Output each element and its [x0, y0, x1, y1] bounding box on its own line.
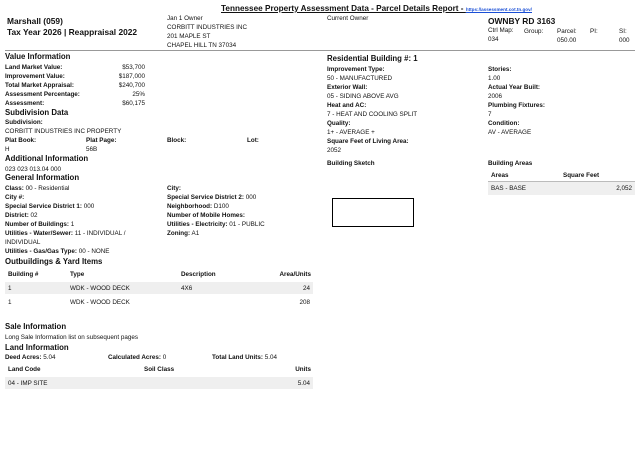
owner-address-2: CHAPEL HILL TN 37034 — [167, 42, 237, 49]
plat-page-value: 56B — [86, 146, 98, 153]
owner-address-1: 201 MAPLE ST — [167, 33, 211, 40]
block-label: Block: — [167, 137, 187, 144]
zoning-field: Zoning: A1 — [167, 230, 200, 237]
outbuildings-col-area: Area/Units — [279, 271, 311, 278]
outbuilding-area: 208 — [299, 299, 310, 306]
area-sqft: 2,052 — [616, 185, 632, 192]
improvement-value: $187,000 — [118, 73, 145, 80]
land-col-soil: Soil Class — [144, 366, 175, 373]
land-units: 5.04 — [297, 380, 310, 387]
district-field: District: 02 — [5, 212, 38, 219]
outbuilding-type: WDK - WOOD DECK — [70, 285, 130, 292]
deed-acres-field: Deed Acres: 5.04 — [5, 354, 56, 361]
year-built-label: Actual Year Built: — [488, 84, 541, 91]
assessment-label: Assessment: — [5, 100, 45, 107]
improvement-value-label: Improvement Value: — [5, 73, 65, 80]
buildings-field: Number of Buildings: 1 — [5, 221, 75, 228]
parcel-label: Parcel: — [557, 28, 577, 35]
ssd2-field: Special Service District 2: 000 — [167, 194, 257, 201]
plumbing-label: Plumbing Fixtures: — [488, 102, 546, 109]
plat-book-value: H — [5, 146, 10, 153]
electricity-field: Utilities - Electricity: 01 - PUBLIC — [167, 221, 265, 228]
header-divider — [5, 50, 635, 51]
value-info-heading: Value Information — [5, 52, 71, 61]
assessment-pct-value: 25% — [132, 91, 145, 98]
outbuilding-number: 1 — [8, 285, 12, 292]
outbuilding-area: 24 — [302, 285, 310, 292]
total-market-value: $240,700 — [118, 82, 145, 89]
county: Marshall (059) — [7, 16, 63, 26]
land-col-code: Land Code — [8, 366, 41, 373]
areas-col-sqft: Square Feet — [563, 172, 600, 179]
property-street: OWNBY RD 3163 — [488, 16, 556, 26]
improvement-type-label: Improvement Type: — [327, 66, 385, 73]
table-row — [5, 377, 313, 389]
water-field: Utilities - Water/Sewer: 11 - INDIVIDUAL / — [5, 230, 126, 237]
heat-ac-label: Heat and AC: — [327, 102, 367, 109]
quality-value: 1+ - AVERAGE + — [327, 129, 375, 136]
si-value: 000 — [619, 37, 630, 44]
building-sketch-label: Building Sketch — [327, 160, 375, 167]
plat-page-label: Plat Page: — [86, 137, 117, 144]
owner-name: CORBITT INDUSTRIES INC — [167, 24, 247, 31]
tax-year: Tax Year 2026 | Reappraisal 2022 — [7, 27, 138, 37]
plat-book-label: Plat Book: — [5, 137, 37, 144]
area-name: BAS - BASE — [491, 185, 526, 192]
owner-date: Jan 1 Owner — [167, 15, 203, 22]
gas-field: Utilities - Gas/Gas Type: 00 - NONE — [5, 248, 110, 255]
city-field: City: — [167, 185, 181, 192]
parcel-value: 050.00 — [557, 37, 577, 44]
lot-label: Lot: — [247, 137, 259, 144]
city-number-field: City #: — [5, 194, 25, 201]
building-sketch — [332, 198, 414, 227]
living-area-value: 2052 — [327, 147, 342, 154]
outbuildings-heading: Outbuildings & Yard Items — [5, 257, 103, 266]
neighborhood-field: Neighborhood: D100 — [167, 203, 229, 210]
residential-heading: Residential Building #: 1 — [327, 54, 418, 63]
total-market-label: Total Market Appraisal: — [5, 82, 74, 89]
outbuilding-description: 4X6 — [181, 285, 193, 292]
land-market-value: $53,700 — [122, 64, 145, 71]
condition-value: AV - AVERAGE — [488, 129, 532, 136]
report-title: Tennessee Property Assessment Data - Parcel Details Report - https://assessment.cot.tn.gov/ — [221, 4, 532, 13]
stories-value: 1.00 — [488, 75, 501, 82]
si-label: SI: — [619, 28, 627, 35]
sale-note: Long Sale Information list on subsequent pages — [5, 334, 139, 341]
pi-label: PI: — [590, 28, 598, 35]
ctl-map-label: Ctrl Map: — [488, 27, 514, 34]
outbuildings-col-description: Description — [181, 271, 216, 278]
living-area-label: Square Feet of Living Area: — [327, 138, 409, 145]
assessment-value: $60,175 — [122, 100, 145, 107]
table-row — [488, 182, 635, 195]
quality-label: Quality: — [327, 120, 351, 127]
table-row — [5, 296, 313, 308]
year-built-value: 2006 — [488, 93, 503, 100]
improvement-type-value: 50 - MANUFACTURED — [327, 75, 393, 82]
current-owner-label: Current Owner — [327, 15, 369, 22]
land-col-units: Units — [295, 366, 311, 373]
subdivision-value: CORBITT INDUSTRIES INC PROPERTY — [5, 128, 122, 135]
land-heading: Land Information — [5, 343, 69, 352]
report-link[interactable]: https://assessment.cot.tn.gov/ — [465, 7, 532, 12]
heat-ac-value: 7 - HEAT AND COOLING SPLIT — [327, 111, 418, 118]
outbuildings-col-building: Building # — [8, 271, 39, 278]
calculated-acres-field: Calculated Acres: 0 — [108, 354, 167, 361]
general-heading: General Information — [5, 173, 80, 182]
assessment-pct-label: Assessment Percentage: — [5, 91, 80, 98]
subdivision-heading: Subdivision Data — [5, 108, 69, 117]
additional-value: 023 023 013.04 000 — [5, 166, 62, 173]
mobile-homes-field: Number of Mobile Homes: — [167, 212, 246, 219]
outbuildings-col-type: Type — [70, 271, 85, 278]
class-field: Class: 00 - Residential — [5, 185, 70, 192]
sale-heading: Sale Information — [5, 322, 67, 331]
group-label: Group: — [524, 28, 544, 35]
exterior-wall-label: Exterior Wall: — [327, 84, 368, 91]
plumbing-value: 7 — [488, 111, 492, 118]
condition-label: Condition: — [488, 120, 520, 127]
total-land-units-field: Total Land Units: 5.04 — [212, 354, 277, 361]
ssd1-field: Special Service District 1: 000 — [5, 203, 95, 210]
stories-label: Stories: — [488, 66, 512, 73]
building-areas-heading: Building Areas — [488, 160, 533, 167]
outbuilding-number: 1 — [8, 299, 12, 306]
exterior-wall-value: 05 - SIDING ABOVE AVG — [327, 93, 399, 100]
subdivision-label: Subdivision: — [5, 119, 43, 126]
ctl-map-value: 034 — [488, 36, 499, 43]
table-row — [5, 282, 313, 294]
land-code: 04 - IMP SITE — [8, 380, 48, 387]
water-field-cont: INDIVIDUAL — [5, 239, 41, 246]
additional-heading: Additional Information — [5, 154, 89, 163]
outbuilding-type: WDK - WOOD DECK — [70, 299, 130, 306]
areas-col-area: Areas — [491, 172, 509, 179]
land-market-label: Land Market Value: — [5, 64, 63, 71]
